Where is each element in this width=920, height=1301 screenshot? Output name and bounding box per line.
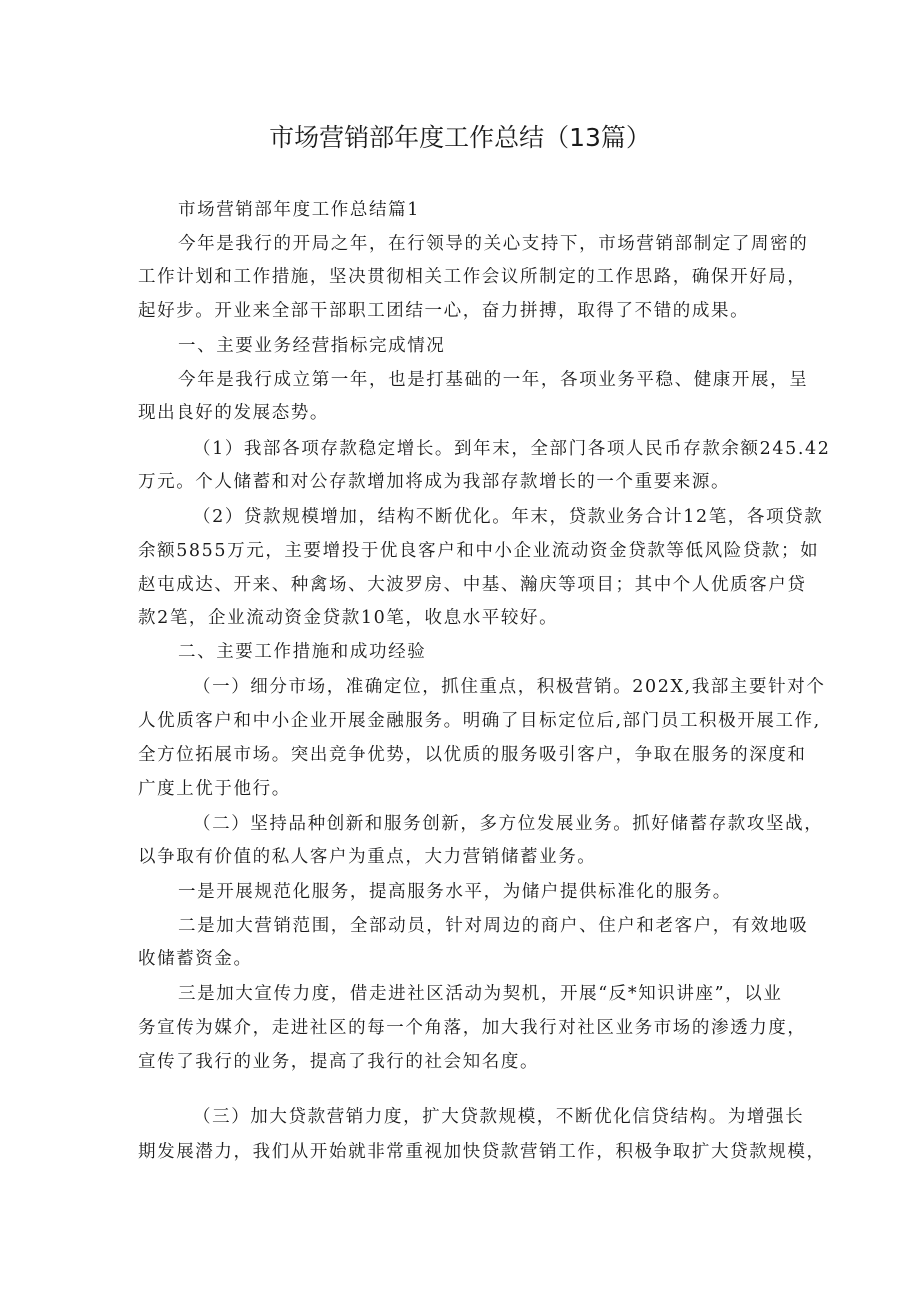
paragraph-line: 万元。个人储蓄和对公存款增加将成为我部存款增长的一个重要来源。: [138, 472, 731, 492]
section-heading: 二、主要工作措施和成功经验: [178, 642, 427, 662]
paragraph-line: 起好步。开业来全部干部职工团结一心，奋力拼搏，取得了不错的成果。: [138, 301, 750, 321]
paragraph-line: 三是加大宣传力度，借走进社区活动为契机，开展“反*知识讲座”，以业: [178, 984, 783, 1004]
paragraph-line: （1）我部各项存款稳定增长。到年末，全部门各项人民币存款余额245.42: [193, 439, 831, 459]
paragraph-line: 全方位拓展市场。突出竞争优势，以优质的服务吸引客户，争取在服务的深度和: [138, 745, 807, 765]
paragraph-line: 以争取有价值的私人客户为重点，大力营销储蓄业务。: [138, 847, 597, 867]
paragraph-line: （二）坚持品种创新和服务创新，多方位发展业务。抓好储蓄存款攻坚战，: [193, 814, 824, 834]
paragraph-line: 宣传了我行的业务，提高了我行的社会知名度。: [138, 1052, 540, 1072]
paragraph-line: 务宣传为媒介，走进社区的每一个角落，加大我行对社区业务市场的渗透力度，: [138, 1018, 807, 1038]
section-heading: 市场营销部年度工作总结篇1: [178, 200, 420, 220]
paragraph-line: 期发展潜力，我们从开始就非常重视加快贷款营销工作，积极争取扩大贷款规模，: [138, 1142, 826, 1162]
paragraph-line: 今年是我行成立第一年，也是打基础的一年，各项业务平稳、健康开展，呈: [178, 370, 809, 390]
paragraph-line: 余额5855万元，主要增投于优良客户和中小企业流动资金贷款等低风险贷款；如: [138, 541, 820, 561]
paragraph-line: 一是开展规范化服务，提高服务水平，为储户提供标准化的服务。: [178, 882, 732, 902]
section-heading: 一、主要业务经营指标完成情况: [178, 336, 446, 356]
paragraph-line: 款2笔，企业流动资金贷款10笔，收息水平较好。: [138, 608, 559, 628]
paragraph-line: 工作计划和工作措施，坚决贯彻相关工作会议所制定的工作思路，确保开好局，: [138, 267, 807, 287]
paragraph-line: （2）贷款规模增加，结构不断优化。年末，贷款业务合计12笔，各项贷款: [193, 507, 824, 527]
document-title: 市场营销部年度工作总结（13篇）: [269, 123, 651, 152]
paragraph-line: 现出良好的发展态势。: [138, 403, 329, 423]
paragraph-line: 广度上优于他行。: [138, 779, 291, 799]
paragraph-line: 二是加大营销范围，全部动员，针对周边的商户、住户和老客户，有效地吸: [178, 916, 809, 936]
paragraph-line: 今年是我行的开局之年，在行领导的关心支持下，市场营销部制定了周密的: [178, 234, 809, 254]
paragraph-line: （一）细分市场，准确定位，抓住重点，积极营销。202X,我部主要针对个: [193, 677, 826, 697]
paragraph-line: （三）加大贷款营销力度，扩大贷款规模，不断优化信贷结构。为增强长: [193, 1107, 805, 1127]
paragraph-line: 赵屯成达、开来、种禽场、大波罗房、中基、瀚庆等项目；其中个人优质客户贷: [138, 575, 807, 595]
paragraph-line: 收储蓄资金。: [138, 949, 253, 969]
paragraph-line: 人优质客户和中小企业开展金融服务。明确了目标定位后,部门员工积极开展工作,: [138, 711, 821, 731]
